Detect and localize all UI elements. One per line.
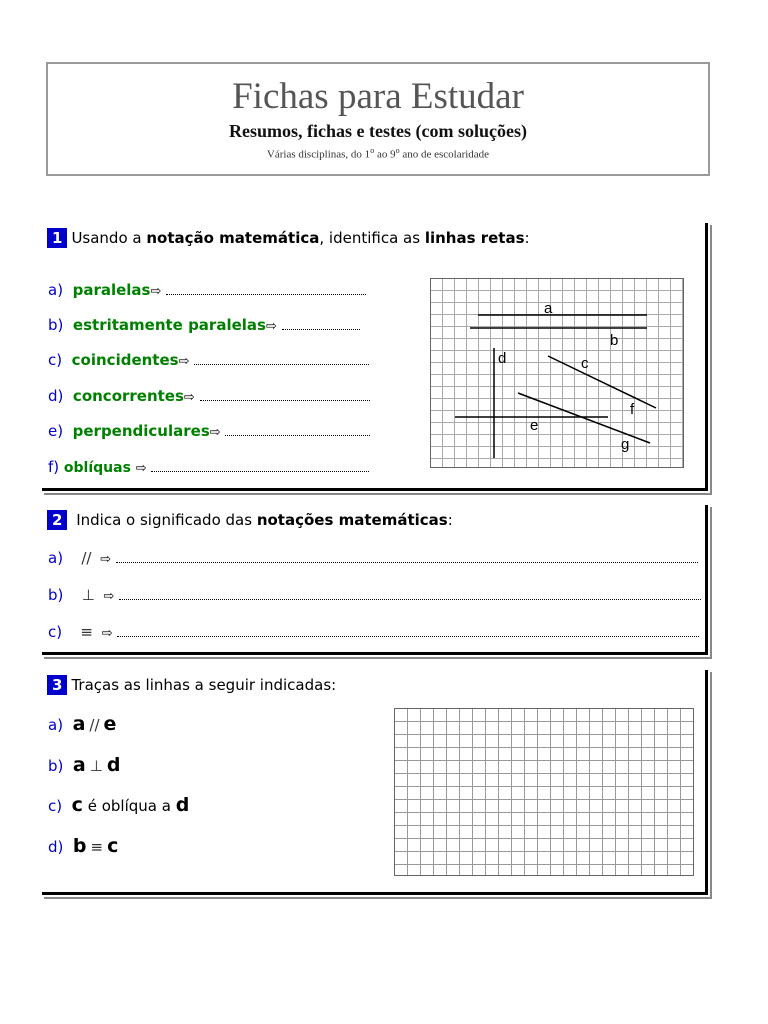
q3-item-b: b) a ⊥ d — [48, 754, 121, 776]
answer-line[interactable] — [282, 319, 360, 330]
q2-item-b: b) ⊥ ⇨ — [48, 586, 701, 604]
question-2-heading: 2 Indica o significado das notações matemáticas: — [47, 510, 453, 530]
label-a: a — [544, 300, 553, 317]
q1-item-c: c) coincidentes⇨ — [48, 351, 369, 369]
answer-line[interactable] — [116, 552, 698, 563]
q1-item-a: a) paralelas⇨ — [48, 281, 366, 299]
answer-line[interactable] — [194, 354, 369, 365]
diagram-border — [431, 279, 684, 468]
q3-item-a: a) a // e — [48, 713, 117, 735]
lines-diagram — [430, 278, 686, 470]
q1-item-b: b) estritamente paralelas⇨ — [48, 316, 360, 334]
answer-line[interactable] — [119, 589, 701, 600]
question-3-heading: 3 Traças as linhas a seguir indicadas: — [47, 675, 336, 695]
q1-item-f: f) oblíquas ⇨ — [48, 458, 369, 476]
page-subtitle: Resumos, fichas e testes (com soluções) — [229, 121, 527, 141]
drawing-grid[interactable] — [394, 708, 696, 878]
label-d: d — [498, 350, 507, 367]
question-number: 1 — [47, 228, 67, 248]
answer-line[interactable] — [200, 390, 370, 401]
q3-item-c: c) c é oblíqua a d — [48, 794, 190, 816]
label-f: f — [630, 401, 635, 418]
answer-line[interactable] — [166, 284, 366, 295]
label-c: c — [581, 355, 589, 372]
answer-line[interactable] — [151, 461, 369, 472]
page-description: Várias disciplinas, do 1$^o$ ao 9$^o$ ano de escolaridade — [266, 146, 490, 161]
label-e: e — [530, 417, 539, 434]
answer-line[interactable] — [225, 425, 370, 436]
label-b: b — [610, 332, 619, 349]
label-g: g — [621, 436, 630, 453]
q1-item-e: e) perpendiculares⇨ — [48, 422, 370, 440]
q2-item-c: c) ≡ ⇨ — [48, 623, 699, 641]
q3-item-d: d) b ≡ c — [48, 835, 119, 857]
question-1-heading: 1 Usando a notação matemática, identifica as linhas retas: — [47, 228, 530, 248]
page-header — [46, 62, 710, 176]
question-number: 3 — [47, 675, 67, 695]
drawing-grid-border — [395, 709, 694, 876]
q2-item-a: a) // ⇨ — [48, 549, 698, 567]
page-title: Fichas para Estudar — [232, 76, 524, 117]
q1-item-d: d) concorrentes⇨ — [48, 387, 370, 405]
answer-line[interactable] — [117, 626, 699, 637]
line-c — [548, 356, 656, 408]
question-number: 2 — [47, 510, 67, 530]
